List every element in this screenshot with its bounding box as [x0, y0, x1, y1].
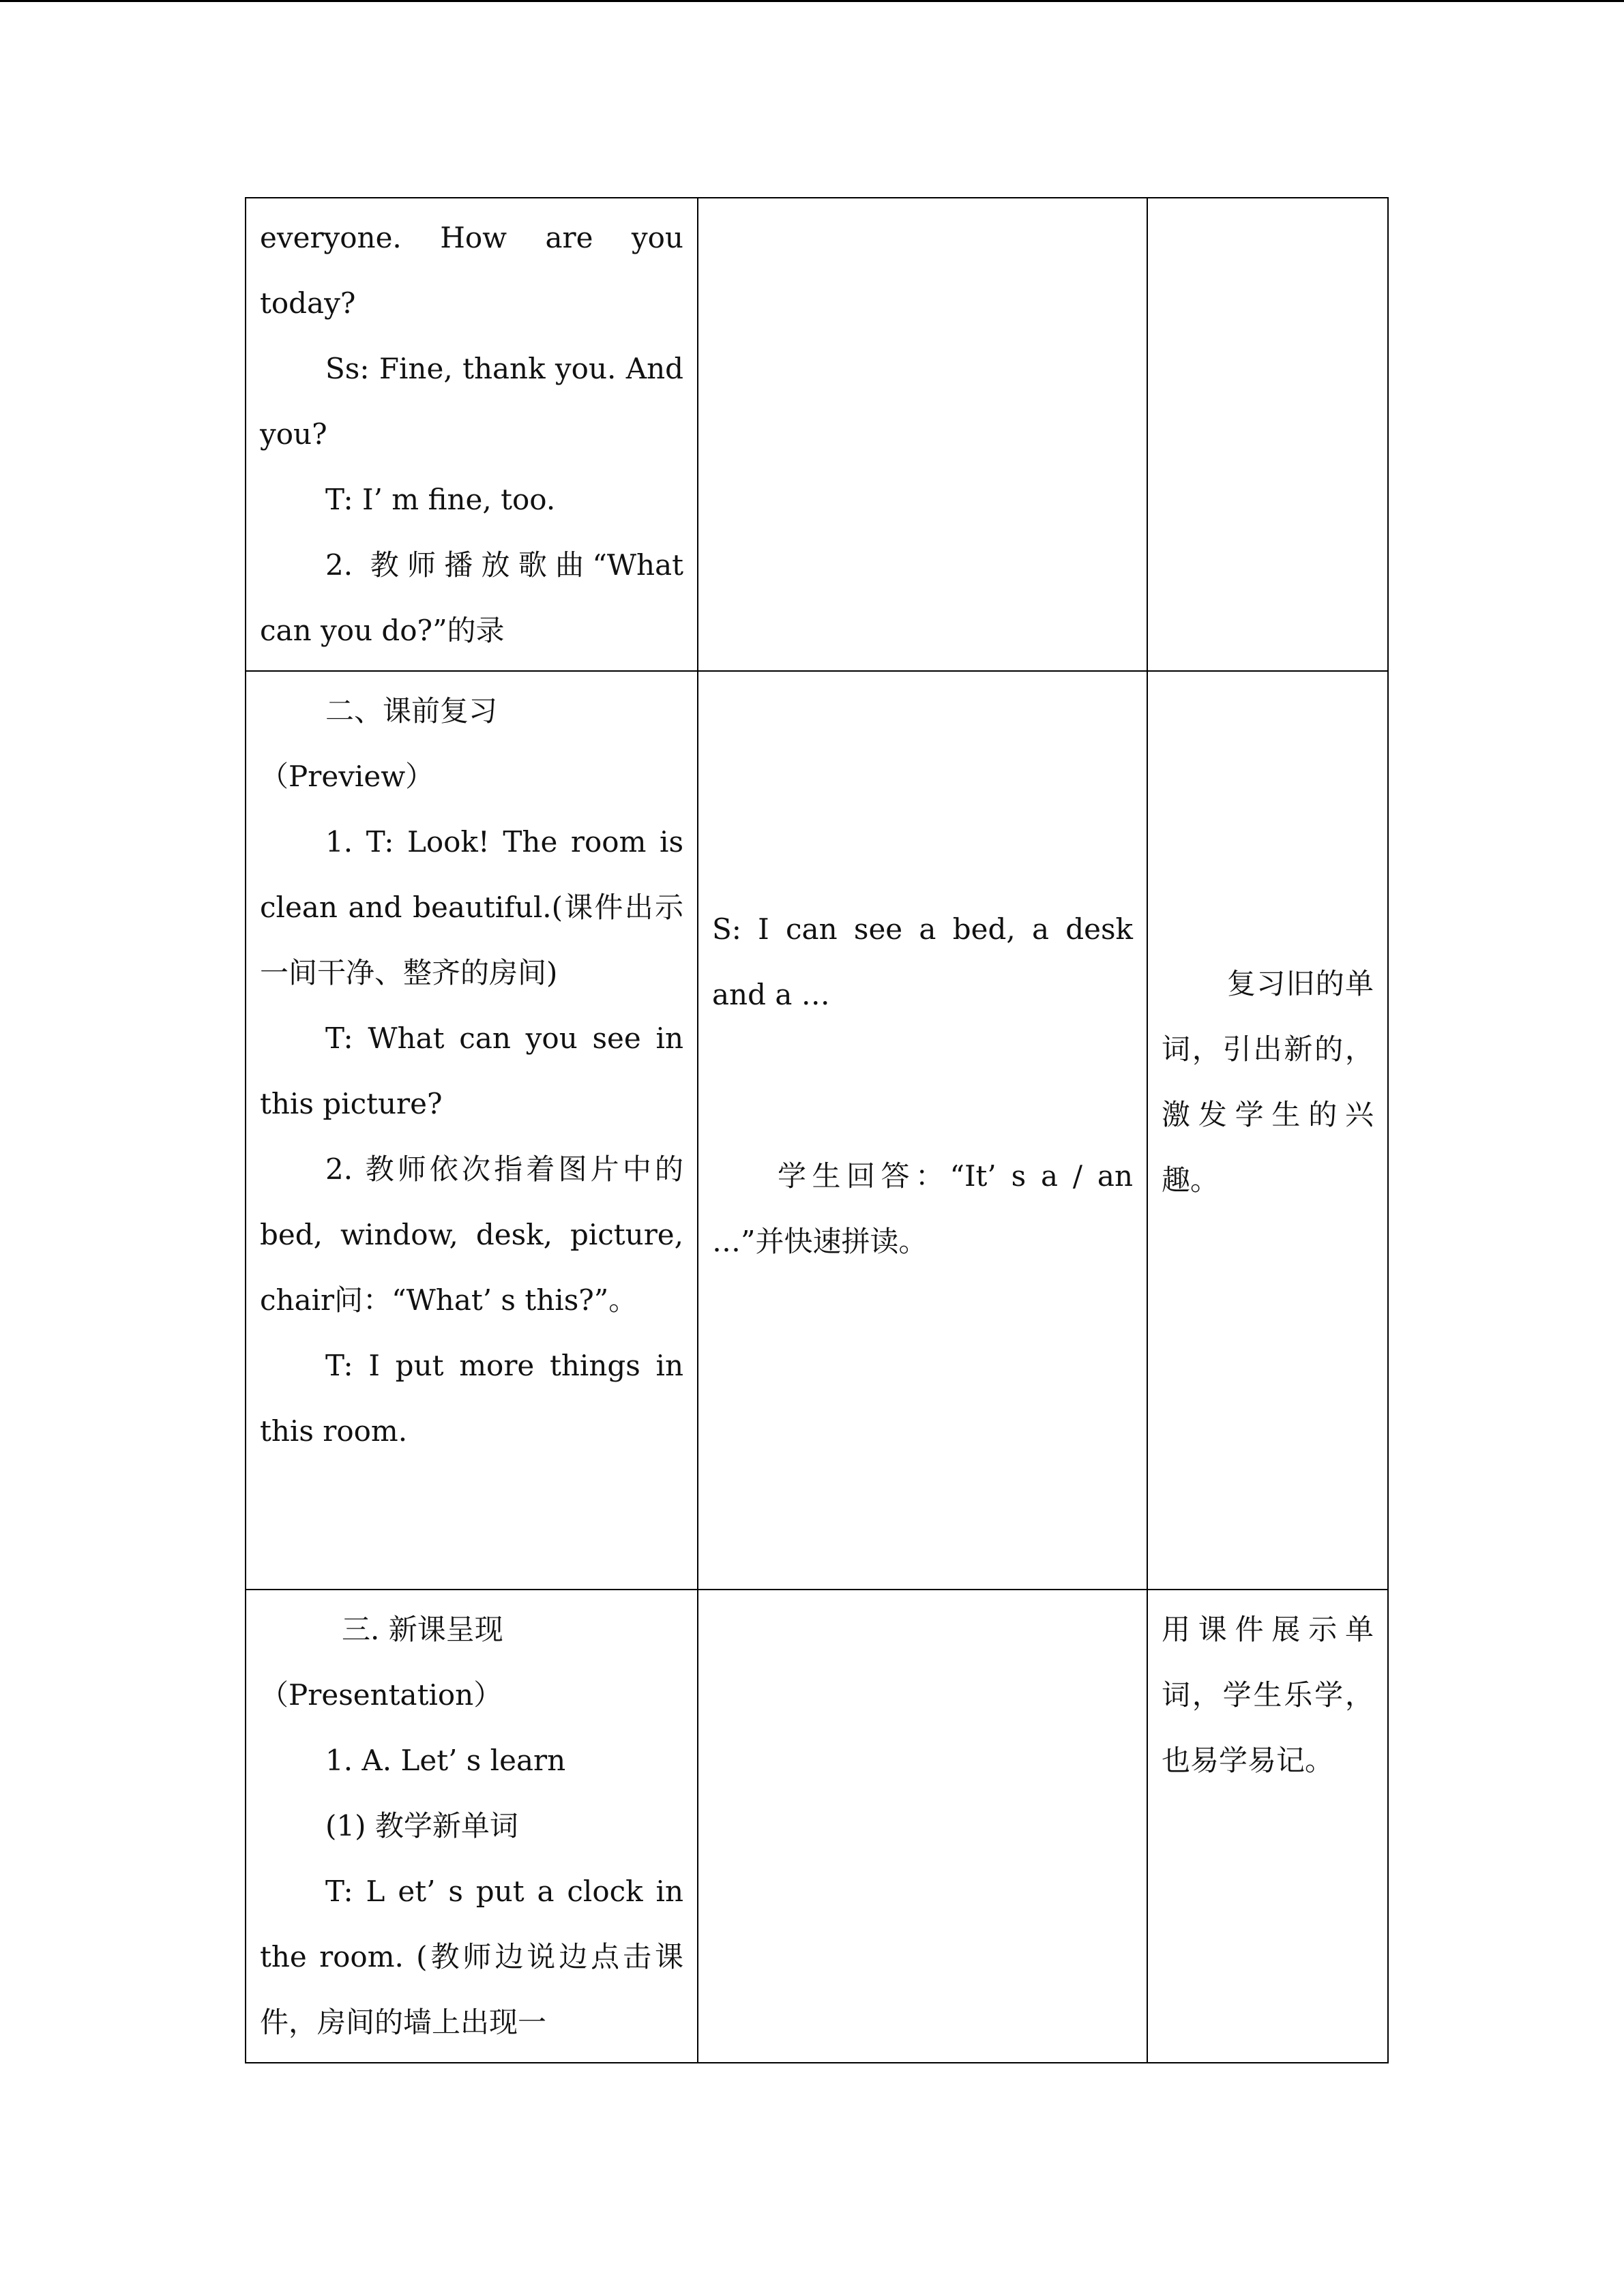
teacher-line: 1. T: Look! The room is clean and beautiful.(课件出示一间干净、整齐的房间): [260, 825, 683, 989]
teacher-line: T: L et’ s put a clock in the room. (教师边说边点击课件，房间的墙上出现一: [260, 1875, 683, 2039]
design-intent-text: 用课件展示单词，学生乐学，也易学易记。: [1162, 1613, 1374, 1777]
student-activity-cell: [698, 198, 1147, 671]
teacher-line: (1) 教学新单词: [325, 1809, 518, 1843]
teacher-line: 2. 教师依次指着图片中的bed, window, desk, picture, chair问：“What’ s this?”。: [260, 1152, 683, 1317]
teacher-line: Ss: Fine, thank you. And you?: [260, 352, 683, 451]
student-response: S: I can see a bed, a desk and a …: [712, 912, 1133, 1011]
design-intent-cell: [1147, 1590, 1388, 2063]
section-title: 二、课前复习: [325, 694, 498, 728]
table-row: [246, 1590, 1388, 2063]
teacher-line: everyone. How are you today?: [260, 221, 683, 320]
teacher-activity-cell: [246, 198, 698, 671]
table-row: [246, 671, 1388, 1590]
teacher-line: T: I’ m fine, too.: [325, 483, 556, 516]
section-subtitle: （Presentation）: [260, 1678, 503, 1712]
teacher-line: T: What can you see in this picture?: [260, 1022, 683, 1120]
student-response: 学生回答：“It’ s a / an …”并快速拼读。: [712, 1159, 1133, 1258]
teacher-line: 2. 教师播放歌曲“What can you do?”的录: [260, 548, 683, 647]
student-activity-cell: [698, 1590, 1147, 2063]
table-row: [246, 198, 1388, 671]
student-activity-cell: [698, 671, 1147, 1590]
section-title: 三. 新课呈现: [342, 1613, 503, 1646]
page-top-edge: [0, 0, 1624, 2]
teacher-line: T: I put more things in this room.: [260, 1349, 683, 1448]
design-intent-cell: [1147, 198, 1388, 671]
teacher-activity-cell: [246, 1590, 698, 2063]
section-subtitle: （Preview）: [260, 760, 434, 793]
teacher-line: 1. A. Let’ s learn: [325, 1744, 566, 1777]
teacher-activity-cell: [246, 671, 698, 1590]
design-intent-cell: [1147, 671, 1388, 1590]
design-intent-text: 复习旧的单词，引出新的，激发学生的兴趣。: [1162, 967, 1374, 1197]
lesson-plan-table: [245, 197, 1389, 2063]
